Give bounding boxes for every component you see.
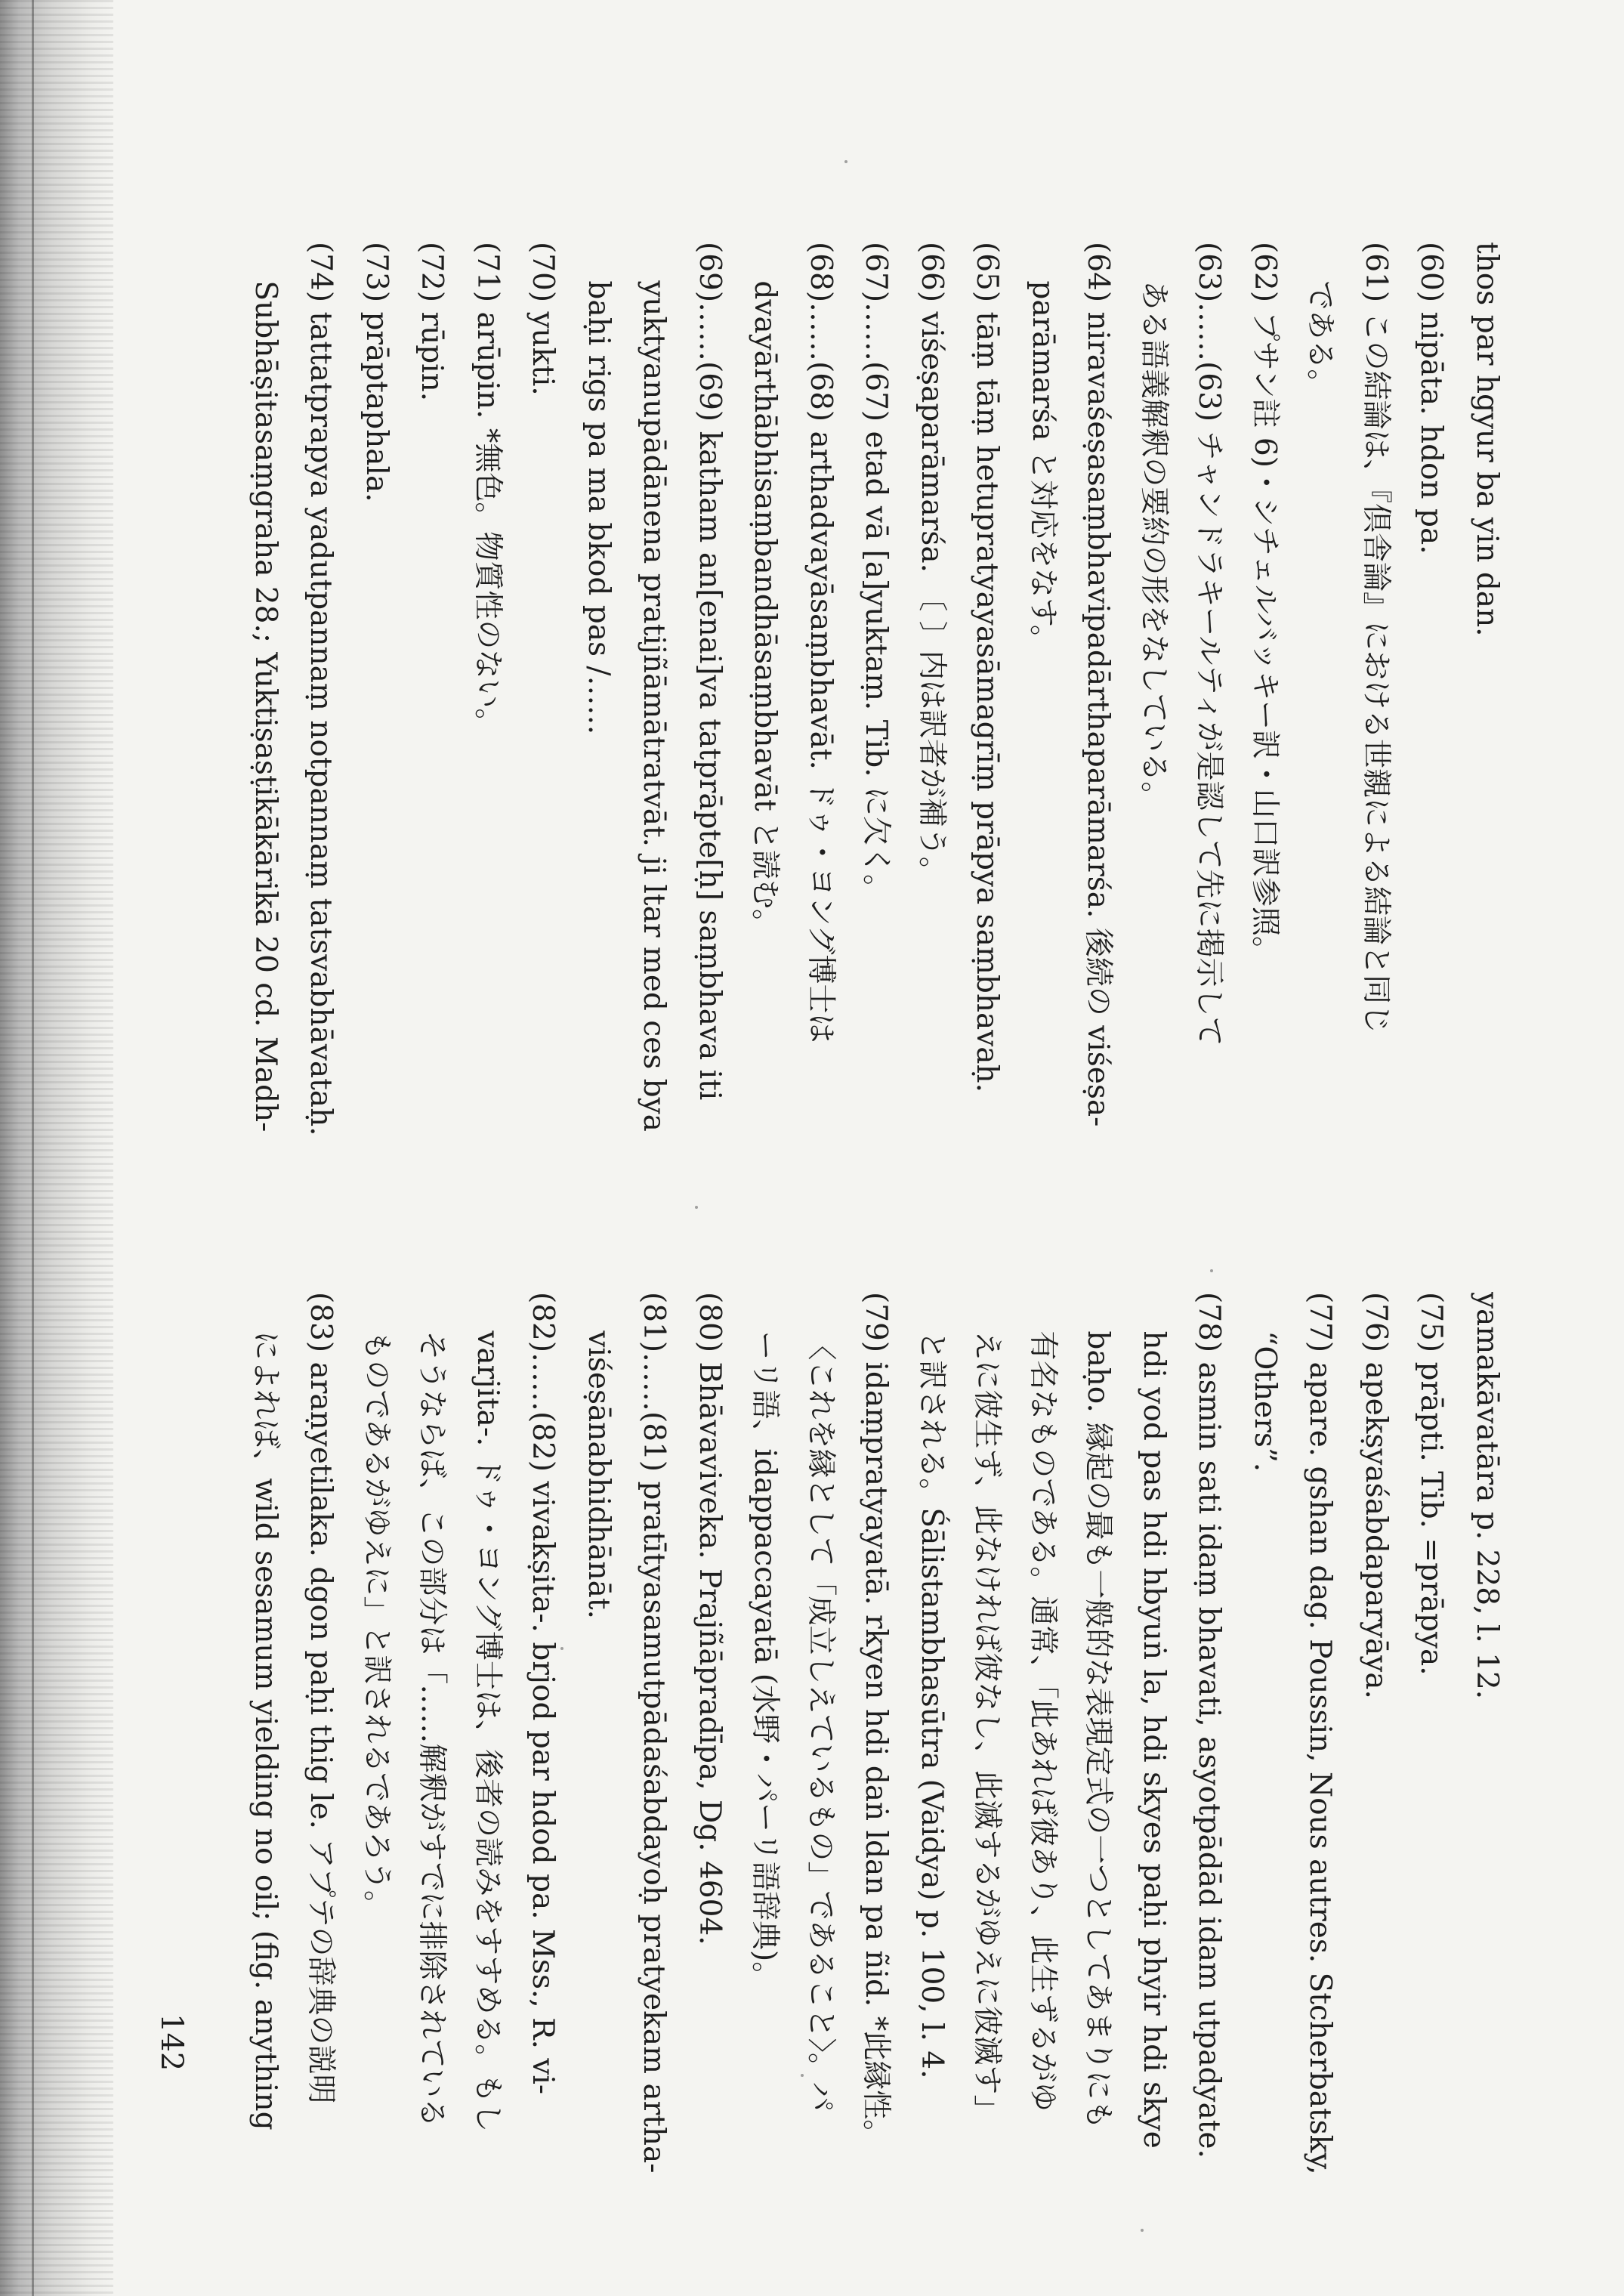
note-line: (64) niravaśeṣasaṃbhavipadārthaparāmarśa. 後続の viśeṣa- — [1081, 242, 1116, 1127]
note-line: viśeṣānabhidhānāt. — [582, 1292, 616, 1619]
scan-binding-line — [32, 0, 34, 2296]
note-line: “Others”. — [1248, 1292, 1282, 1472]
note-line: そうならば、この部分は「……解釈がすでに排除されている — [415, 1292, 449, 2128]
note-line: ものであるがゆえに」と訳されるであろう。 — [360, 1292, 394, 1921]
note-line: (70) yukti. — [526, 242, 560, 396]
note-line: (73) prāptaphala. — [360, 242, 394, 502]
note-line: (63)……(63) チャンドラキールティが是認して先に掲示して — [1192, 242, 1227, 1046]
note-line: (72) rūpin. — [415, 242, 449, 402]
note-line: ーリ語、idappaccayatā (水野・パーリ語辞典)。 — [748, 1292, 783, 1992]
note-line: (80) Bhāvaviveka. Prajñāpradīpa, Dg. 4604. — [693, 1292, 727, 1945]
note-line: parāmarśa と対応をなす。 — [1026, 242, 1060, 654]
rotated-page-content — [154, 242, 1514, 2267]
note-line: (61) この結論は、『倶舎論』における世親による結論と同じ — [1359, 242, 1393, 1034]
note-line: (62) プサン註 6)・シチェルバッキー訳・山口訳参照。 — [1248, 242, 1282, 966]
note-line: (82)……(82) vivakṣita-. brjod par hdod pa. Mss., R. vi- — [526, 1292, 560, 2095]
footnote-area — [249, 242, 1514, 2267]
note-line: (81)……(81) pratītyasamutpādaśabdayoḥ pratyekam artha- — [637, 1292, 672, 2174]
note-line: yamakāvatāra p. 228, l. 12. — [1470, 1292, 1504, 1700]
note-line: (79) idaṃpratyayatā. rkyen hdi daṅ ldan pa ñid. *此縁性。 — [859, 1292, 894, 2149]
note-line: (83) araṇyetilaka. dgon paḥi thig le. アプテの辞典の説明 — [304, 1292, 338, 2104]
note-line: (78) asmin sati idaṃ bhavati, asyotpādād idam utpadyate. — [1192, 1292, 1227, 2158]
notes-column-upper — [249, 242, 1514, 1216]
note-line: varjita-. ドゥ・ヨング博士は、後者の読みをすすめる。もし — [471, 1292, 505, 2133]
note-line: (77) apare. gshan dag. Poussin, Nous autres. Stcherbatsky, — [1303, 1292, 1338, 2175]
note-line: えに彼生ず、此なければ彼なし、此滅するがゆえに彼滅す」 — [970, 1292, 1005, 2124]
note-line: (68)……(68) arthadvayāsaṃbhavāt. ドゥ・ヨング博士は — [804, 242, 838, 1043]
note-line: thos par hgyur ba yin dan. — [1470, 242, 1504, 637]
note-line: ある語義解釈の要約の形をなしている。 — [1137, 242, 1171, 811]
note-line: 有名なものである。通常、「此あれば彼あり、此生ずるがゆ — [1026, 1292, 1060, 2112]
note-line: baḥi rigs pa ma bkod pas /…… — [582, 242, 616, 735]
note-line: (66) viśeṣaparāmarśa. 〔 〕内は訳者が補う。 — [915, 242, 949, 886]
scan-binding-edge — [0, 0, 113, 2296]
note-line: (69)……(69) katham an[enai]va tatprāpte[ḥ] saṃbhava iti — [693, 242, 727, 1101]
note-line: によれば、wild sesamum yielding no oil; (fig. anything — [249, 1292, 283, 2131]
note-line: dvayārthābhisaṃbandhāsaṃbhavāt と読む。 — [748, 242, 783, 939]
scan-speck — [844, 160, 848, 163]
note-line: と訳される。Śālistambhasūtra (Vaidya) p. 100, l. 4. — [915, 1292, 949, 2079]
note-line: (67)……(67) etad vā [a]yuktaṃ. Tib. に欠く。 — [859, 242, 894, 904]
notes-column-lower — [249, 1292, 1514, 2267]
page-number: 142 — [154, 2013, 189, 2072]
note-line: (65) tāṃ tāṃ hetupratyayasāmagrīṃ prāpya saṃbhavaḥ. — [970, 242, 1005, 1092]
note-line: baḥo. 縁起の最も一般的な表現定式の一つとしてあまりにも — [1081, 1292, 1116, 2130]
note-line: hdi yod pas hdi hbyuṅ la, hdi skyes paḥi phyir hdi skye — [1137, 1292, 1171, 2149]
note-line: yuktyanupādānena pratijñāmātratvāt. ji ltar med ces bya — [637, 242, 672, 1132]
note-line: (76) apekṣyaśabdaparyāya. — [1359, 1292, 1393, 1699]
note-line: (75) prāpti. Tib. =prāpya. — [1414, 1292, 1449, 1676]
note-line: (74) tattatprapya yadutpannaṃ notpannaṃ tatsvabhāvataḥ. — [304, 242, 338, 1136]
note-line: Subhāṣitasaṃgraha 28.; Yuktiṣaṣṭikākārikā 20 cd. Madh- — [249, 242, 283, 1133]
note-line: (60) nipāta. hdon pa. — [1414, 242, 1449, 555]
note-line: 〈これを縁として「成立しえているもの」であること〉。パ — [804, 1292, 838, 2112]
note-line: である。 — [1303, 242, 1338, 399]
note-line: (71) arūpin. *無色。物質性のない。 — [471, 242, 505, 738]
